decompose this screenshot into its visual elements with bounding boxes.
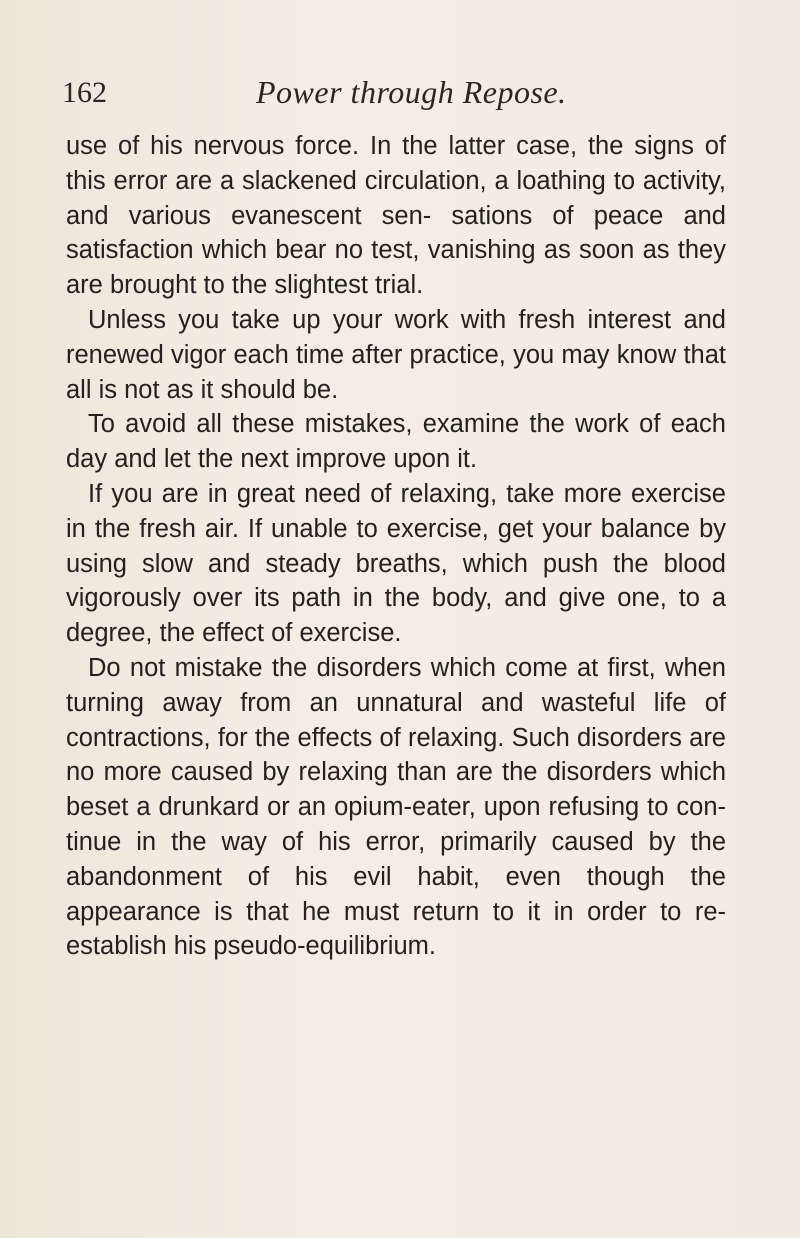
paragraph-disorders: Do not mistake the disorders which come at first, when turning away from an unnatural and wasteful life of contractions, for the effects of relaxing. Such disorders are no more caused by relaxing than are the disorders which beset a drunkard or an opium-eater, upon refusing to con- tinue in the way of his error, primarily caused by the abandonment of his evil habit, even though the appearance is that he must return to it in order to re-establish his pseudo-equilibrium. xyxy=(66,653,726,961)
body-text xyxy=(66,129,726,964)
paragraph-fresh-interest: Unless you take up your work with fresh interest and renewed vigor each time after practice, you may know that all is not as it should be. xyxy=(66,305,726,404)
running-title: Power through Repose. xyxy=(256,74,567,110)
paragraph-continued: use of his nervous force. In the latter case, the signs of this error are a slackened circulation, a loathing to activity, and various evanescent sen- sations of peace and satisfaction which bear no test, vanishing as soon as they are brought to the slightest trial. xyxy=(66,132,726,300)
running-head xyxy=(62,68,762,112)
paragraph-exercise: If you are in great need of relaxing, take more exercise in the fresh air. If unable to exercise, get your balance by using slow and steady breaths, which push the blood vigorously over its path in the body, and give one, to a degree, the effect of exercise. xyxy=(66,479,726,648)
page-number: 162 xyxy=(62,76,107,109)
paragraph-avoid-mistakes: To avoid all these mistakes, examine the work of each day and let the next improve upon it. xyxy=(66,410,726,474)
